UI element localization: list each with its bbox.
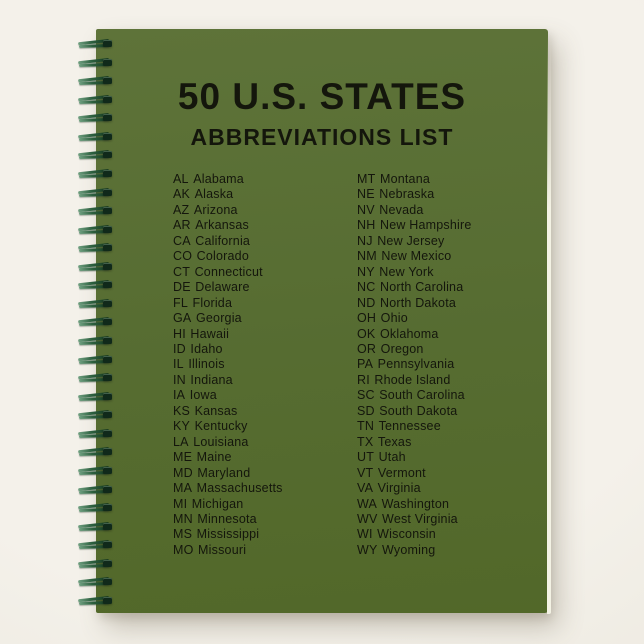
state-item: [357, 512, 472, 527]
spiral-coil: [78, 279, 115, 290]
state-item: [173, 203, 283, 218]
state-name: Minnesota: [197, 511, 257, 526]
state-name: Vermont: [377, 465, 426, 480]
state-name: North Dakota: [379, 295, 457, 310]
state-name: Wyoming: [382, 542, 436, 557]
state-abbr: NV: [357, 202, 375, 217]
state-item: [173, 373, 283, 388]
state-name: Montana: [379, 172, 430, 186]
spiral-coil: [78, 335, 115, 346]
coil-hole: [103, 151, 112, 158]
state-name: New Hampshire: [379, 218, 472, 233]
coil-hole: [103, 523, 112, 530]
state-name: Indiana: [190, 372, 233, 387]
state-item: [173, 527, 283, 542]
state-item: [357, 234, 472, 249]
spiral-coil: [78, 168, 115, 179]
state-abbr: NH: [357, 218, 376, 233]
state-abbr: CT: [173, 264, 191, 279]
state-abbr: WY: [357, 542, 378, 557]
state-name: Florida: [192, 295, 233, 310]
state-item: [173, 172, 283, 187]
spiral-coil: [78, 576, 115, 587]
state-item: [173, 357, 283, 372]
coil-hole: [103, 448, 112, 455]
state-name: Delaware: [195, 280, 250, 295]
coil-hole: [103, 393, 112, 400]
state-name: Iowa: [189, 388, 217, 403]
state-abbr: UT: [357, 450, 375, 465]
state-abbr: OR: [357, 341, 377, 356]
coil-hole: [103, 374, 112, 381]
state-item: [173, 327, 283, 342]
state-abbr: IA: [173, 388, 186, 403]
coil-hole: [103, 597, 112, 604]
spiral-coil: [78, 558, 115, 569]
state-item: [357, 249, 472, 264]
state-abbr: MA: [173, 481, 193, 496]
coil-hole: [103, 467, 112, 474]
state-name: Alabama: [193, 172, 244, 186]
state-abbr: AL: [173, 172, 189, 186]
state-item: [173, 419, 283, 434]
state-name: Ohio: [380, 311, 408, 326]
coil-hole: [103, 40, 112, 47]
state-abbr: AZ: [173, 202, 190, 217]
state-abbr: MO: [173, 542, 194, 557]
state-name: Virginia: [377, 481, 421, 496]
spiral-coil: [78, 502, 115, 513]
state-item: [173, 481, 283, 496]
coil-hole: [103, 560, 112, 567]
state-item: [357, 419, 472, 434]
state-item: [173, 342, 283, 357]
state-item: [357, 388, 472, 403]
state-item: [173, 497, 283, 512]
state-name: Nebraska: [379, 187, 435, 202]
state-abbr: TX: [357, 434, 374, 449]
state-item: [357, 373, 472, 388]
state-abbr: AR: [173, 218, 191, 233]
state-item: [357, 543, 472, 558]
spiral-coil: [78, 539, 115, 550]
state-abbr: MS: [173, 527, 193, 542]
state-abbr: WI: [357, 527, 373, 542]
state-abbr: HI: [173, 326, 186, 341]
coil-hole: [103, 504, 112, 511]
state-abbr: NY: [357, 264, 375, 279]
spiral-coil: [78, 298, 115, 309]
state-abbr: OH: [357, 311, 377, 326]
state-name: Wisconsin: [377, 527, 436, 542]
state-item: [173, 404, 283, 419]
state-abbr: ID: [173, 341, 186, 356]
state-item: [173, 187, 283, 202]
coil-hole: [103, 244, 112, 251]
states-column-left: [173, 172, 283, 558]
spiral-coil: [78, 428, 115, 439]
state-abbr: CO: [173, 249, 193, 264]
coil-hole: [103, 207, 112, 214]
coil-hole: [103, 300, 112, 307]
state-name: Maine: [196, 450, 232, 465]
state-name: Utah: [378, 450, 406, 465]
state-name: Nevada: [379, 202, 424, 217]
spiral-coil: [78, 205, 115, 216]
state-abbr: KY: [173, 419, 191, 434]
spiral-coil: [78, 391, 115, 402]
state-abbr: OK: [357, 326, 376, 341]
state-item: [357, 327, 472, 342]
state-abbr: CA: [173, 233, 191, 248]
state-name: South Carolina: [379, 388, 465, 403]
state-abbr: DE: [173, 280, 191, 295]
state-abbr: IN: [173, 372, 186, 387]
state-item: [357, 404, 472, 419]
state-name: Missouri: [198, 542, 247, 557]
state-abbr: VA: [357, 481, 374, 496]
state-abbr: NJ: [357, 233, 373, 248]
state-name: Kentucky: [194, 419, 248, 434]
state-name: North Carolina: [379, 280, 464, 295]
state-name: Massachusetts: [196, 481, 283, 496]
state-item: [357, 481, 472, 496]
state-item: [173, 265, 283, 280]
spiral-binding: [78, 38, 115, 606]
coil-hole: [103, 356, 112, 363]
state-item: [357, 527, 472, 542]
coil-hole: [103, 411, 112, 418]
state-item: [357, 172, 472, 187]
state-item: [357, 218, 472, 233]
state-item: [173, 512, 283, 527]
state-abbr: NM: [357, 249, 377, 264]
state-item: [173, 234, 283, 249]
state-abbr: SC: [357, 388, 375, 403]
coil-hole: [103, 318, 112, 325]
state-name: Hawaii: [190, 326, 230, 341]
spiral-coil: [78, 484, 115, 495]
state-name: Rhode Island: [374, 372, 451, 387]
coil-hole: [103, 578, 112, 585]
spiral-coil: [78, 38, 115, 49]
state-abbr: TN: [357, 419, 375, 434]
notebook-subtitle: ABBREVIATIONS LIST: [190, 124, 454, 150]
state-abbr: KS: [173, 403, 191, 418]
state-abbr: MD: [173, 465, 193, 480]
state-abbr: IL: [173, 357, 184, 372]
state-abbr: PA: [357, 357, 374, 372]
state-abbr: RI: [357, 372, 370, 387]
state-name: Michigan: [191, 496, 244, 511]
state-name: Louisiana: [193, 434, 249, 449]
spiral-coil: [78, 595, 115, 606]
state-name: New Mexico: [381, 249, 452, 264]
state-item: [173, 435, 283, 450]
state-item: [357, 265, 472, 280]
spiral-coil: [78, 372, 115, 383]
state-abbr: SD: [357, 403, 375, 418]
spiral-coil: [78, 409, 115, 420]
state-name: Washington: [381, 496, 450, 511]
state-name: Oklahoma: [379, 326, 439, 341]
state-abbr: MI: [173, 496, 188, 511]
coil-hole: [103, 59, 112, 66]
state-abbr: VT: [357, 465, 374, 480]
state-name: Georgia: [195, 311, 242, 326]
state-name: Illinois: [188, 357, 225, 372]
state-name: West Virginia: [382, 511, 458, 526]
state-item: [357, 296, 472, 311]
state-name: Alaska: [194, 187, 234, 202]
state-abbr: FL: [173, 295, 188, 310]
state-item: [357, 497, 472, 512]
state-name: New York: [379, 264, 434, 279]
state-item: [173, 466, 283, 481]
state-name: Idaho: [190, 341, 223, 356]
coil-hole: [103, 430, 112, 437]
state-name: Pennsylvania: [377, 357, 455, 372]
state-item: [173, 218, 283, 233]
state-name: Tennessee: [378, 419, 441, 434]
coil-hole: [103, 337, 112, 344]
coil-hole: [103, 170, 112, 177]
state-item: [357, 311, 472, 326]
coil-hole: [103, 541, 112, 548]
state-abbr: MT: [357, 172, 376, 186]
state-name: Texas: [377, 434, 412, 449]
notebook-title: 50 U.S. STATES: [177, 76, 467, 117]
state-name: Arkansas: [195, 218, 249, 233]
state-name: Kansas: [194, 403, 238, 418]
state-name: Maryland: [197, 465, 251, 480]
state-item: [357, 280, 472, 295]
state-abbr: ND: [357, 295, 376, 310]
state-abbr: WV: [357, 511, 378, 526]
spiral-coil: [78, 242, 115, 253]
state-item: [357, 342, 472, 357]
state-item: [357, 357, 472, 372]
state-item: [357, 187, 472, 202]
state-abbr: NC: [357, 280, 376, 295]
spiral-coil: [78, 465, 115, 476]
coil-hole: [103, 226, 112, 233]
state-abbr: NE: [357, 187, 375, 202]
spiral-coil: [78, 521, 115, 532]
state-item: [173, 450, 283, 465]
state-item: [173, 388, 283, 403]
state-item: [357, 450, 472, 465]
spiral-coil: [78, 187, 115, 198]
state-item: [173, 543, 283, 558]
spiral-coil: [78, 224, 115, 235]
state-item: [173, 280, 283, 295]
state-name: Connecticut: [194, 264, 263, 279]
state-abbr: WA: [357, 496, 378, 511]
state-item: [357, 435, 472, 450]
spiral-coil: [78, 261, 115, 272]
coil-hole: [103, 189, 112, 196]
state-name: Oregon: [380, 341, 424, 356]
state-abbr: GA: [173, 311, 192, 326]
state-name: Mississippi: [196, 527, 260, 542]
spiral-coil: [78, 446, 115, 457]
coil-hole: [103, 263, 112, 270]
coil-hole: [103, 281, 112, 288]
state-item: [357, 203, 472, 218]
states-column-right: [357, 172, 472, 558]
spiral-coil: [78, 57, 115, 68]
state-name: California: [195, 233, 251, 248]
state-name: Colorado: [196, 249, 249, 264]
spiral-coil: [78, 354, 115, 365]
state-name: Arizona: [193, 202, 238, 217]
spiral-coil: [78, 149, 115, 160]
coil-hole: [103, 486, 112, 493]
state-item: [173, 296, 283, 311]
state-item: [173, 249, 283, 264]
state-abbr: ME: [173, 450, 193, 465]
state-name: New Jersey: [377, 233, 445, 248]
state-item: [357, 466, 472, 481]
notebook-cover: [96, 29, 548, 613]
state-abbr: MN: [173, 511, 193, 526]
state-item: [173, 311, 283, 326]
state-abbr: LA: [173, 434, 189, 449]
state-abbr: AK: [173, 187, 191, 202]
spiral-coil: [78, 316, 115, 327]
state-name: South Dakota: [379, 403, 458, 418]
